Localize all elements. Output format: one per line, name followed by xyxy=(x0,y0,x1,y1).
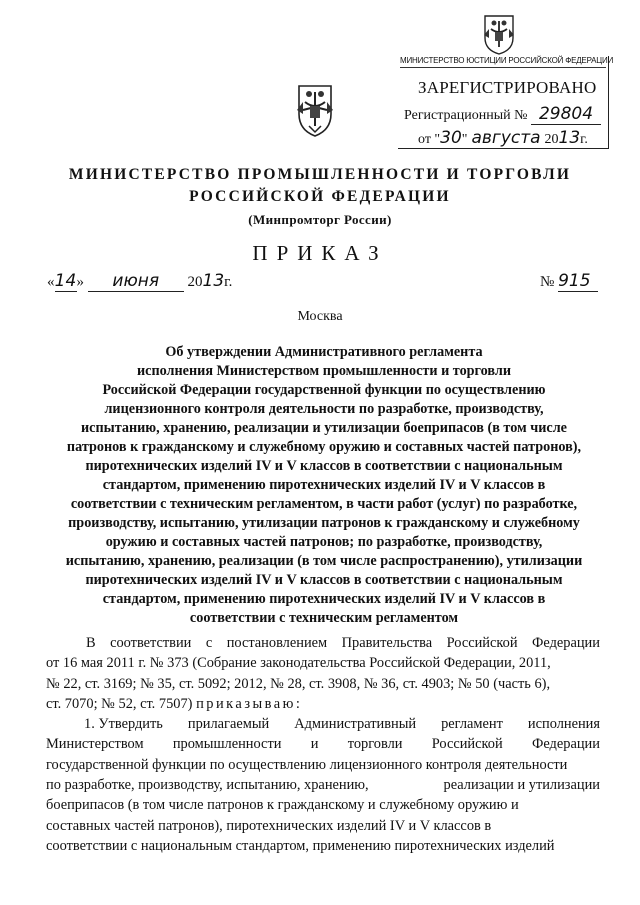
subject-line: соответствии с техническим регламентом, в части работ (услуг) по разработке, xyxy=(70,496,578,512)
body-line xyxy=(46,694,600,714)
body-line xyxy=(46,775,600,795)
subject-line: лицензионного контроля деятельности по разработке, производству, xyxy=(104,401,544,417)
subject-line: оружию и составных частей патронов; по разработке, производству, xyxy=(105,534,543,550)
word: Федерации xyxy=(531,736,600,753)
word: Административный xyxy=(294,716,417,733)
word: промышленности xyxy=(172,736,282,753)
body-line: государственной функции по осуществлению лицензионного контроля деятельности xyxy=(46,756,568,773)
subject-line: Об утверждении Административного регламента xyxy=(165,344,483,360)
word: прилагаемый xyxy=(187,716,270,733)
citation-tail: ст. 7070; № 52, ст. 7507) xyxy=(46,695,193,712)
order-verb: приказываю: xyxy=(196,695,303,712)
word: 1. Утвердить xyxy=(84,716,163,733)
subject-line: производству, испытанию, утилизации патронов к гражданскому и служебному xyxy=(68,515,580,531)
body-line: № 22, ст. 3169; № 35, ст. 5092; 2012, № 28, ст. 3908, № 36, ст. 4903; № 50 (часть 6), xyxy=(46,675,551,692)
stamp-registration-line xyxy=(404,104,601,125)
order-date-year-suffix: 13 xyxy=(202,271,225,291)
coat-of-arms-icon xyxy=(291,80,339,138)
word: постановлением xyxy=(226,635,328,651)
word: соответствии xyxy=(110,635,192,651)
ministry-short-name: (Минпромторг России) xyxy=(248,212,392,227)
subject-line: Российской Федерации государственной функции по осуществлению xyxy=(102,382,546,398)
order-date-year-prefix: 20 xyxy=(187,274,203,290)
order-date-day: 14 xyxy=(54,271,77,291)
stamp-ministry: МИНИСТЕРСТВО ЮСТИЦИИ РОССИЙСКОЙ ФЕДЕРАЦИИ xyxy=(400,56,606,68)
word: исполнения xyxy=(527,716,600,733)
stamp-reg-label: Регистрационный № xyxy=(404,108,528,123)
stamp-date-prefix: от " xyxy=(418,132,441,147)
word: Российской xyxy=(431,736,503,753)
document-type-title: ПРИКАЗ xyxy=(252,241,388,265)
body-line xyxy=(46,633,600,653)
order-date-close-quote: » xyxy=(76,274,84,290)
stamp-date-day: 30 xyxy=(440,128,462,148)
subject-line: испытанию, хранению, реализации (в том числе распространению), утилизации xyxy=(65,553,583,569)
order-date-month: июня xyxy=(88,271,184,292)
stamp-date-line xyxy=(418,128,588,149)
city: Москва xyxy=(297,309,343,324)
subject-line: соответствии с техническим регламентом xyxy=(189,610,459,626)
word: торговли xyxy=(347,736,403,753)
order-subject xyxy=(40,343,608,628)
word: Российской xyxy=(446,635,518,651)
order-number-value: 915 xyxy=(558,271,598,292)
order-number xyxy=(540,271,598,292)
registration-stamp xyxy=(398,56,614,149)
word: В xyxy=(86,635,96,651)
stamp-date-year-end: г. xyxy=(580,132,588,147)
subject-line: патронов к гражданскому и служебному оружию и составных частей патронов), xyxy=(66,439,582,455)
word: по разработке, производству, испытанию, хранению, xyxy=(46,777,369,794)
order-number-label: № xyxy=(540,274,555,290)
order-date-year-end: г. xyxy=(224,274,233,290)
word: Правительства xyxy=(341,635,433,651)
subject-line: пиротехнических изделий IV и V классов в соответствии с национальным xyxy=(85,458,563,474)
ministry-name: МИНИСТЕРСТВО ПРОМЫШЛЕННОСТИ И ТОРГОВЛИ xyxy=(68,166,572,183)
stamp-date-quote: " xyxy=(461,132,468,147)
order-date xyxy=(47,271,232,292)
stamp-coat-of-arms-icon xyxy=(479,10,519,56)
federation-name: РОССИЙСКОЙ ФЕДЕРАЦИИ xyxy=(189,188,451,205)
stamp-registered: ЗАРЕГИСТРИРОВАНО xyxy=(418,78,597,97)
word: Министерством xyxy=(46,736,144,753)
order-date-open-quote: « xyxy=(47,274,55,290)
body-line: соответствии с национальным стандартом, применению пиротехнических изделий xyxy=(46,837,555,854)
word: и xyxy=(310,736,319,753)
subject-line: исполнения Министерством промышленности и торговли xyxy=(136,363,511,379)
stamp-date-year-prefix: 20 xyxy=(544,132,559,147)
stamp-date-month: августа xyxy=(471,128,541,148)
order-body xyxy=(46,633,600,856)
word: с xyxy=(205,635,213,651)
subject-line: стандартом, применению пиротехнических изделий IV и V классов в xyxy=(102,591,546,607)
word: регламент xyxy=(441,716,503,733)
word: реализации и утилизации xyxy=(443,777,600,794)
subject-line: стандартом, применению пиротехнических изделий IV и V классов в xyxy=(102,477,546,493)
body-line: составных частей патронов), пиротехнических изделий IV и V классов в xyxy=(46,817,492,834)
word: Федерации xyxy=(532,635,600,651)
subject-line: испытанию, хранению, реализации и утилизации боеприпасов (в том числе xyxy=(81,420,567,436)
body-line xyxy=(46,734,600,754)
stamp-date-year-suffix: 13 xyxy=(558,128,581,148)
body-line: от 16 мая 2011 г. № 373 (Собрание законодательства Российской Федерации, 2011, xyxy=(46,655,551,672)
body-line: боеприпасов (в том числе патронов к гражданскому и служебному оружию и xyxy=(46,797,519,814)
stamp-reg-number: 29804 xyxy=(531,104,601,125)
body-line xyxy=(46,714,600,734)
subject-line: пиротехнических изделий IV и V классов в соответствии с национальным xyxy=(85,572,563,588)
